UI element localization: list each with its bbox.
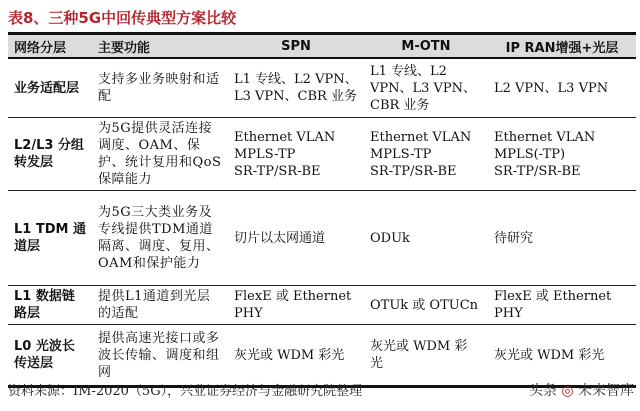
watermark-brand: 未来智库 — [578, 383, 634, 399]
ipran-cell — [488, 58, 636, 118]
cell-line: ODUk — [370, 230, 410, 246]
motn-cell — [364, 118, 488, 191]
header-spn: SPN — [228, 35, 364, 58]
motn-cell — [364, 286, 488, 325]
cell-line: 灰光或 WDM 彩光 — [494, 347, 605, 363]
layer-cell: L0 光波长传送层 — [8, 325, 92, 387]
table-row — [8, 286, 636, 325]
layer-cell: 业务适配层 — [8, 58, 92, 118]
spn-cell — [228, 191, 364, 286]
source-note: 资料来源：IM-2020（5G），兴业证券经济与金融研究院整理 — [8, 384, 363, 399]
table-row — [8, 118, 636, 191]
ipran-cell — [488, 286, 636, 325]
comparison-table — [8, 35, 636, 388]
cell-line: 灰光或 WDM 彩 — [370, 339, 468, 354]
cell-line: L2 VPN、L3 VPN — [494, 80, 609, 96]
cell-line: Ethernet VLAN — [370, 129, 472, 145]
ipran-cell — [488, 325, 636, 387]
cell-line: VPN、L3 VPN、 — [370, 80, 477, 96]
function-cell: 为5G三大类业务及专线提供TDM通道隔离、调度、复用、OAM和保护能力 — [92, 191, 228, 286]
cell-line: CBR 业务 — [370, 97, 430, 113]
layer-cell: L1 TDM 通道层 — [8, 191, 92, 286]
table-title: 表8、三种5G中回传典型方案比较 — [8, 9, 237, 27]
watermark — [529, 381, 634, 401]
table-row — [8, 58, 636, 118]
cell-line: FlexE 或 Ethernet — [494, 289, 612, 304]
cell-line: L3 VPN、CBR 业务 — [234, 89, 357, 104]
cell-line: FlexE 或 Ethernet — [234, 289, 352, 304]
header-layer: 网络分层 — [8, 35, 92, 58]
cell-line: 切片以太网通道 — [234, 230, 326, 246]
cell-line: PHY — [494, 306, 523, 321]
motn-cell — [364, 58, 488, 118]
spn-cell — [228, 118, 364, 191]
spn-cell — [228, 325, 364, 387]
layer-cell: L2/L3 分组转发层 — [8, 118, 92, 191]
motn-cell — [364, 191, 488, 286]
cell-line: L1 专线、L2 — [370, 63, 447, 79]
cell-line: 灰光或 WDM 彩光 — [234, 347, 345, 363]
cell-line: SR-TP/SR-BE — [370, 163, 457, 179]
table-row — [8, 191, 636, 286]
table-row — [8, 325, 636, 387]
function-cell: 提供高速光接口或多波长传输、调度和组网 — [92, 325, 228, 387]
cell-line: SR-TP/SR-BE — [494, 163, 581, 179]
cell-line: SR-TP/SR-BE — [234, 163, 321, 179]
function-cell: 提供L1通道到光层的适配 — [92, 286, 228, 325]
cell-line: PHY — [234, 306, 263, 321]
spn-cell — [228, 58, 364, 118]
cell-line: 待研究 — [494, 230, 534, 246]
cell-line: MPLS-TP — [370, 146, 432, 162]
header-motn: M-OTN — [364, 35, 488, 58]
watermark-prefix: 头条 — [528, 383, 557, 399]
wechat-icon: ◎ — [561, 383, 574, 399]
cell-line: MPLS-TP — [234, 146, 296, 162]
motn-cell — [364, 325, 488, 387]
ipran-cell — [488, 191, 636, 286]
header-row — [8, 35, 636, 58]
header-ipran: IP RAN增强+光层 — [488, 35, 636, 58]
header-function: 主要功能 — [92, 35, 228, 58]
cell-line: Ethernet VLAN — [234, 129, 336, 145]
function-cell: 支持多业务映射和适配 — [92, 58, 228, 118]
function-cell: 为5G提供灵活连接调度、OAM、保护、统计复用和QoS保障能力 — [92, 118, 228, 191]
spn-cell — [228, 286, 364, 325]
cell-line: 光 — [370, 356, 384, 371]
cell-line: Ethernet VLAN — [494, 129, 596, 145]
cell-line: OTUk 或 OTUCn — [370, 297, 479, 313]
cell-line: L1 专线、L2 VPN、 — [234, 72, 358, 87]
cell-line: MPLS(-TP) — [494, 146, 566, 162]
layer-cell: L1 数据链路层 — [8, 286, 92, 325]
ipran-cell — [488, 118, 636, 191]
